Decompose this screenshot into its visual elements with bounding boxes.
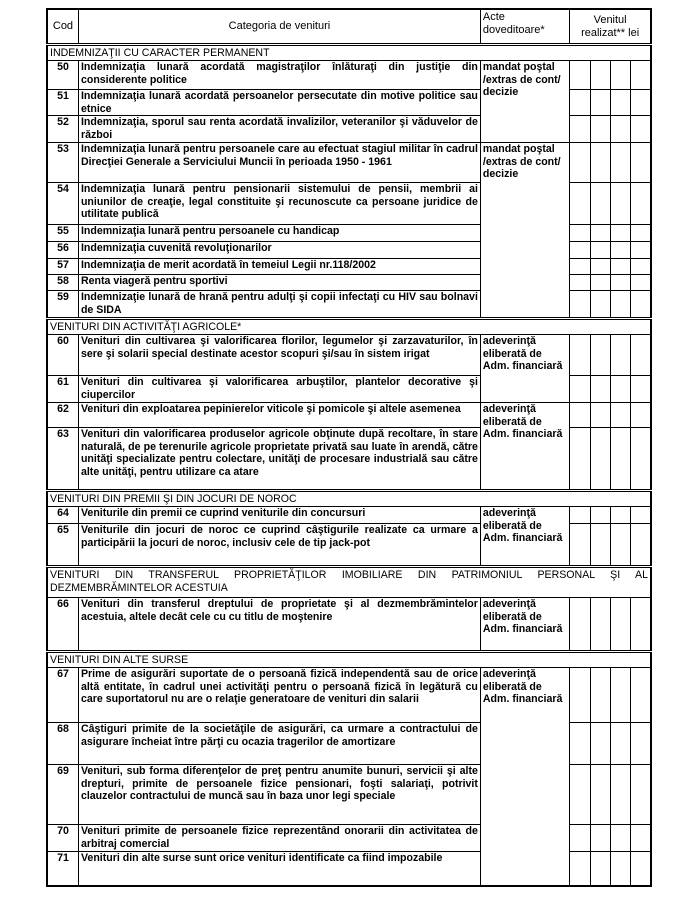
table-row: [47, 143, 651, 183]
income-cell[interactable]: [590, 259, 610, 275]
row-category: Indemnizaţie lunară de hrană pentru adulţi şi copii infectaţi cu HIV sau bolnavi de SIDA: [78, 291, 480, 319]
income-cell[interactable]: [570, 376, 590, 403]
table-row: [47, 61, 651, 90]
row-acte: adeverinţă eliberată de Adm. financiară: [480, 598, 569, 652]
table-row: [47, 668, 651, 723]
income-cell[interactable]: [610, 825, 630, 852]
income-cell[interactable]: [590, 116, 610, 143]
income-cell[interactable]: [570, 225, 590, 242]
row-acte: adeverinţă eliberată de Adm. financiară: [480, 403, 569, 491]
row-cod: 51: [47, 90, 78, 116]
income-cell[interactable]: [610, 428, 630, 491]
row-acte: mandat poştal /extras de cont/ decizie: [480, 61, 569, 143]
income-cell[interactable]: [610, 90, 630, 116]
row-cod: 56: [47, 242, 78, 259]
income-cell[interactable]: [590, 765, 610, 825]
income-cell[interactable]: [570, 852, 590, 886]
income-cell[interactable]: [631, 335, 651, 376]
income-cell[interactable]: [631, 723, 651, 765]
income-cell[interactable]: [631, 275, 651, 291]
income-cell[interactable]: [590, 524, 610, 567]
income-cell[interactable]: [610, 376, 630, 403]
income-cell[interactable]: [590, 183, 610, 225]
income-cell[interactable]: [590, 598, 610, 652]
income-cell[interactable]: [610, 852, 630, 886]
income-cell[interactable]: [610, 335, 630, 376]
income-cell[interactable]: [610, 507, 630, 524]
income-cell[interactable]: [570, 598, 590, 652]
row-category: Prime de asigurări suportate de o persoană fizică independentă sau de orice altă entitate, în cadrul unei activităţi pentru o persoană fizică în legătură cu care suportatorul nu are o relaţie generatoare de venituri din salarii: [78, 668, 480, 723]
income-cell[interactable]: [631, 291, 651, 319]
row-cod: 58: [47, 275, 78, 291]
income-cell[interactable]: [631, 376, 651, 403]
income-cell[interactable]: [631, 90, 651, 116]
row-cod: 54: [47, 183, 78, 225]
income-cell[interactable]: [610, 765, 630, 825]
row-category: Indemnizaţia, sporul sau renta acordată invalizilor, veteranilor şi văduvelor de război: [78, 116, 480, 143]
income-cell[interactable]: [610, 143, 630, 183]
table-header-row: [47, 9, 651, 45]
income-cell[interactable]: [590, 291, 610, 319]
row-cod: 53: [47, 143, 78, 183]
row-cod: 50: [47, 61, 78, 90]
income-cell[interactable]: [631, 259, 651, 275]
row-category: Renta viageră pentru sportivi: [78, 275, 480, 291]
income-cell[interactable]: [570, 291, 590, 319]
income-cell[interactable]: [610, 116, 630, 143]
row-category: Venituri din transferul dreptului de proprietate şi al dezmembrămintelor acestuia, altele decât cele cu cu titlu de moştenire: [78, 598, 480, 652]
row-cod: 71: [47, 852, 78, 886]
row-cod: 67: [47, 668, 78, 723]
table-row: [47, 507, 651, 524]
income-cell[interactable]: [590, 376, 610, 403]
income-cell[interactable]: [631, 765, 651, 825]
income-cell[interactable]: [570, 275, 590, 291]
income-cell[interactable]: [631, 507, 651, 524]
row-category: Veniturile din premii ce cuprind veniturile din concursuri: [78, 507, 480, 524]
section-title: INDEMNIZAŢII CU CARACTER PERMANENT: [47, 45, 651, 61]
income-cell[interactable]: [590, 668, 610, 723]
income-cell[interactable]: [570, 507, 590, 524]
row-cod: 66: [47, 598, 78, 652]
row-category: Indemnizaţia lunară pentru persoanele cu handicap: [78, 225, 480, 242]
header-acte: Acte doveditoare*: [480, 9, 569, 45]
row-cod: 62: [47, 403, 78, 428]
income-cell[interactable]: [590, 723, 610, 765]
row-category: Venituri din cultivarea şi valorificarea florilor, legumelor şi zarzavaturilor, în sere şi solarii special destinate acestor scopuri şi/sau în sistem irigat: [78, 335, 480, 376]
section-title: [47, 567, 651, 598]
income-cell[interactable]: [631, 825, 651, 852]
income-cell[interactable]: [590, 225, 610, 242]
row-category: Indemnizaţia lunară acordată magistraţilor înlăturaţi din justiţie din considerente politice: [78, 61, 480, 90]
header-venitul: Venitul realizat** lei: [570, 9, 651, 45]
income-cell[interactable]: [610, 242, 630, 259]
income-cell[interactable]: [570, 524, 590, 567]
income-cell[interactable]: [570, 183, 590, 225]
income-cell[interactable]: [590, 61, 610, 90]
income-cell[interactable]: [631, 852, 651, 886]
row-cod: 52: [47, 116, 78, 143]
income-cell[interactable]: [610, 668, 630, 723]
row-category: Venituri din cultivarea şi valorificarea arbuştilor, plantelor decorative şi ciupercilor: [78, 376, 480, 403]
income-cell[interactable]: [610, 183, 630, 225]
income-cell[interactable]: [631, 668, 651, 723]
income-cell[interactable]: [590, 242, 610, 259]
table-row: [47, 598, 651, 652]
income-cell[interactable]: [570, 242, 590, 259]
income-cell[interactable]: [570, 765, 590, 825]
row-acte: adeverinţă eliberată de Adm. financiară: [480, 335, 569, 403]
income-cell[interactable]: [631, 225, 651, 242]
income-cell[interactable]: [590, 90, 610, 116]
header-categoria: Categoria de venituri: [78, 9, 480, 45]
row-category: Indemnizaţia de merit acordată în temeiul Legii nr.118/2002: [78, 259, 480, 275]
income-cell[interactable]: [590, 403, 610, 428]
income-cell[interactable]: [631, 598, 651, 652]
section-title: VENITURI DIN PREMII ŞI DIN JOCURI DE NOROC: [47, 491, 651, 507]
row-category: Indemnizaţia lunară pentru persoanele care au efectuat stagiul militar în cadrul Direcţiei Generale a Serviciului Muncii în perioada 1950 - 1961: [78, 143, 480, 183]
row-category: Venituri din valorificarea produselor agricole obţinute după recoltare, în stare naturală, de pe terenurile agricole proprietate privată sau luate în arendă, către unităţi specializate pentru colectare, unităţi de procesare industrială sau către alte unităţi, pentru utilizare ca atare: [78, 428, 480, 491]
section-header: [47, 652, 651, 668]
row-cod: 61: [47, 376, 78, 403]
income-cell[interactable]: [570, 723, 590, 765]
row-cod: 63: [47, 428, 78, 491]
income-cell[interactable]: [631, 183, 651, 225]
row-acte: adeverinţă eliberată de Adm. financiară: [480, 668, 569, 886]
row-category: Venituri, sub forma diferenţelor de preţ pentru anumite bunuri, servicii şi alte drepturi, primite de persoanele fizice pensionari, foşti salariaţi, potrivit clauzelor contractului de muncă sau în baza unor legi speciale: [78, 765, 480, 825]
row-cod: 70: [47, 825, 78, 852]
row-category: Venituri din exploatarea pepinierelor viticole şi pomicole şi altele asemenea: [78, 403, 480, 428]
income-cell[interactable]: [631, 403, 651, 428]
section-header: [47, 491, 651, 507]
row-category: Indemnizaţia lunară pentru pensionarii sistemului de pensii, membrii ai uniunilor de creaţie, legal constituite şi recunoscute ca persoane juridice de utilitate publică: [78, 183, 480, 225]
section-header: [47, 45, 651, 61]
income-cell[interactable]: [590, 143, 610, 183]
income-cell[interactable]: [610, 598, 630, 652]
row-acte: mandat poştal /extras de cont/ decizie: [480, 143, 569, 319]
table-row: [47, 403, 651, 428]
income-cell[interactable]: [631, 116, 651, 143]
income-cell[interactable]: [610, 259, 630, 275]
income-cell[interactable]: [590, 852, 610, 886]
income-cell[interactable]: [610, 225, 630, 242]
row-cod: 65: [47, 524, 78, 567]
row-cod: 55: [47, 225, 78, 242]
row-cod: 64: [47, 507, 78, 524]
section-title: VENITURI DIN ACTIVITĂŢI AGRICOLE*: [47, 319, 651, 335]
income-cell[interactable]: [631, 524, 651, 567]
income-cell[interactable]: [610, 61, 630, 90]
row-category: Indemnizaţia cuvenită revoluţionarilor: [78, 242, 480, 259]
income-cell[interactable]: [631, 242, 651, 259]
income-categories-table: [46, 8, 652, 887]
income-cell[interactable]: [570, 825, 590, 852]
row-category: Veniturile din jocuri de noroc ce cuprind câştigurile realizate ca urmare a participării la jocuri de noroc, inclusiv cele de tip jack-pot: [78, 524, 480, 567]
income-cell[interactable]: [590, 275, 610, 291]
row-acte: adeverinţă eliberată de Adm. financiară: [480, 507, 569, 567]
section-header: [47, 567, 651, 598]
section-header: [47, 319, 651, 335]
row-cod: 60: [47, 335, 78, 376]
income-cell[interactable]: [631, 143, 651, 183]
income-cell[interactable]: [590, 825, 610, 852]
income-cell[interactable]: [570, 259, 590, 275]
income-cell[interactable]: [570, 143, 590, 183]
income-cell[interactable]: [631, 61, 651, 90]
income-cell[interactable]: [610, 524, 630, 567]
income-cell[interactable]: [590, 428, 610, 491]
income-cell[interactable]: [610, 291, 630, 319]
row-category: Câştiguri primite de la societăţile de asigurări, ca urmare a contractului de asigurare încheiat între părţi cu ocazia tragerilor de amortizare: [78, 723, 480, 765]
row-cod: 68: [47, 723, 78, 765]
section-title-line-2: DEZMEMBRĂMINTELOR ACESTUIA: [50, 581, 228, 594]
income-cell[interactable]: [631, 428, 651, 491]
income-cell[interactable]: [570, 90, 590, 116]
section-title: VENITURI DIN ALTE SURSE: [47, 652, 651, 668]
income-cell[interactable]: [570, 668, 590, 723]
income-cell[interactable]: [610, 403, 630, 428]
income-cell[interactable]: [570, 116, 590, 143]
income-cell[interactable]: [610, 723, 630, 765]
row-category: Indemnizaţia lunară acordată persoanelor persecutate din motive politice sau etnice: [78, 90, 480, 116]
row-category: Venituri din alte surse sunt orice venituri identificate ca fiind impozabile: [78, 852, 480, 886]
row-cod: 69: [47, 765, 78, 825]
income-cell[interactable]: [590, 507, 610, 524]
income-cell[interactable]: [570, 61, 590, 90]
income-cell[interactable]: [570, 428, 590, 491]
income-cell[interactable]: [610, 275, 630, 291]
income-cell[interactable]: [570, 335, 590, 376]
row-cod: 59: [47, 291, 78, 319]
table-row: [47, 335, 651, 376]
income-cell[interactable]: [570, 403, 590, 428]
header-cod: Cod: [47, 9, 78, 45]
income-cell[interactable]: [590, 335, 610, 376]
section-title-line-1: VENITURI DIN TRANSFERUL PROPRIETĂŢILOR IMOBILIARE DIN PATRIMONIUL PERSONAL ŞI AL: [50, 569, 648, 582]
row-category: Venituri primite de persoanele fizice reprezentând onorarii din activitatea de arbitraj comercial: [78, 825, 480, 852]
row-cod: 57: [47, 259, 78, 275]
